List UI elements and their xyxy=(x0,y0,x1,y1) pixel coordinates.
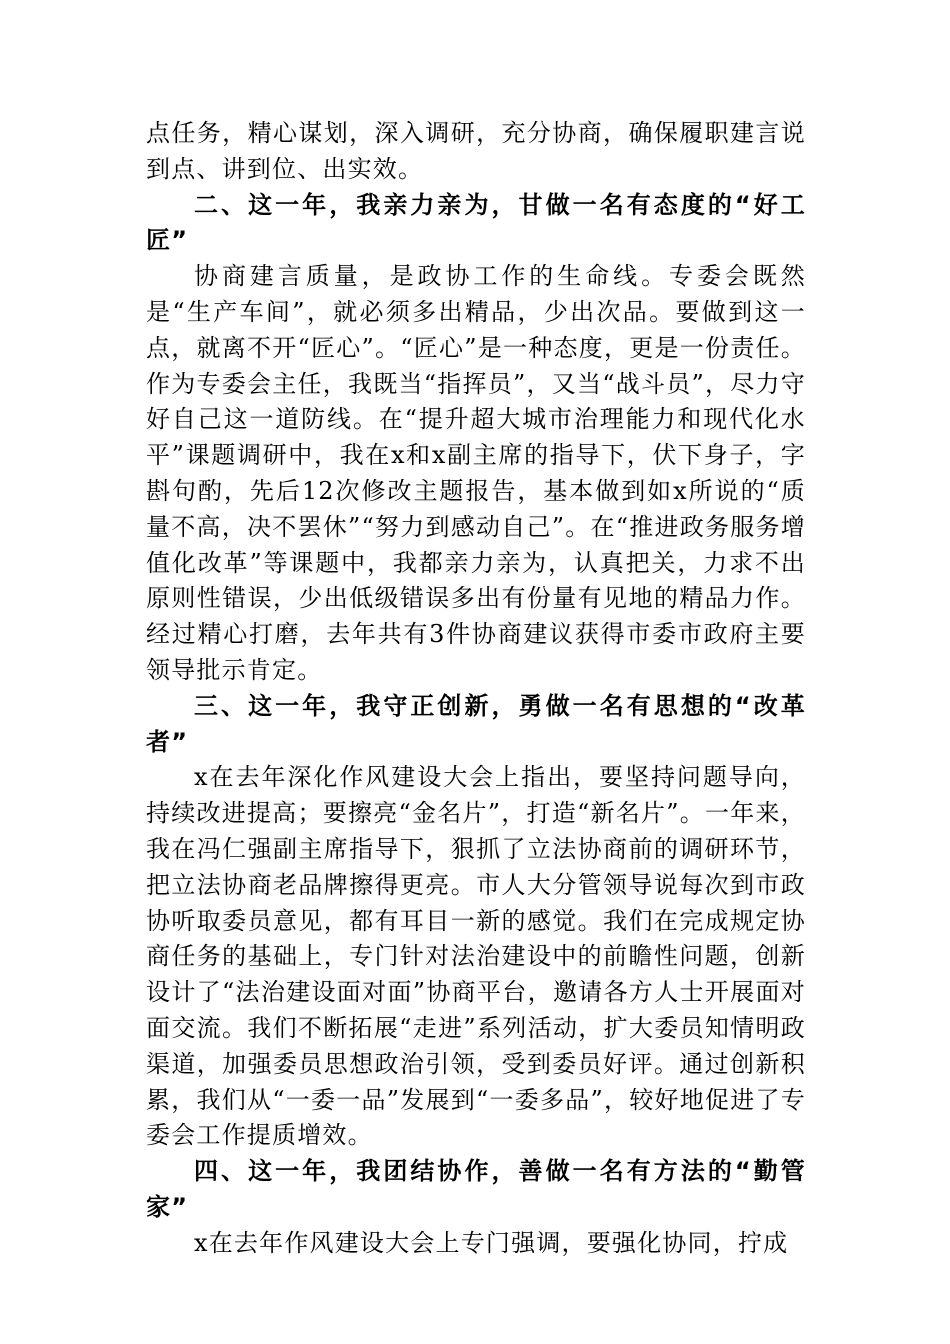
section-heading-3: 三、这一年，我守正创新，勇做一名有思想的“改革者” xyxy=(146,691,806,756)
paragraph-section-4: x在去年作风建设大会上专门强调，要强化协同，拧成 xyxy=(194,1228,789,1257)
paragraph-section-2: 协商建言质量，是政协工作的生命线。专委会既然是“生产车间”，就必须多出精品，少出次品。要做到这一点，就离不开“匠心”。“匠心”是一种态度，更是一份责任。作为专委会主任，我既当“指挥员”，又当“战斗员”，尽力守好自己这一道防线。在“提升超大城市治理能力和现代化水平”课题调研中，我在x和x副主席的指导下，伏下身子，字斟句酌，先后12次修改主题报告，基本做到如x所说的“质量不高，决不罢休”“努力到感动自己”。在“推进政务服务增值化改革”等课题中，我都亲力亲为，认真把关，力求不出原则性错误，少出低级错误多出有份量有见地的精品力作。经过精心打磨，去年共有3件协商建议获得市委市政府主要领导批示肯定。 xyxy=(146,262,806,684)
paragraph-section-3: x在去年深化作风建设大会上指出，要坚持问题导向，持续改进提高；要擦亮“金名片”，打造“新名片”。一年来，我在冯仁强副主席指导下，狠抓了立法协商前的调研环节，把立法协商老品牌擦得更亮。市人大分管领导说每次到市政协听取委员意见，都有耳目一新的感觉。我们在完成规定协商任务的基础上，专门针对法治建设中的前瞻性问题，创新设计了“法治建设面对面”协商平台，邀请各方人士开展面对面交流。我们不断拓展“走进”系列活动，扩大委员知情明政渠道，加强委员思想政治引领，受到委员好评。通过创新积累，我们从“一委一品”发展到“一委多品”，较好地促进了专委会工作提质增效。 xyxy=(146,763,806,1150)
paragraph-continued: 点任务，精心谋划，深入调研，充分协商，确保履职建言说到点、讲到位、出实效。 xyxy=(146,119,806,183)
section-heading-2: 二、这一年，我亲力亲为，甘做一名有态度的“好工匠” xyxy=(146,190,806,255)
document-page xyxy=(146,116,806,1262)
section-heading-4: 四、这一年，我团结协作，善做一名有方法的“勤管家” xyxy=(146,1157,806,1221)
